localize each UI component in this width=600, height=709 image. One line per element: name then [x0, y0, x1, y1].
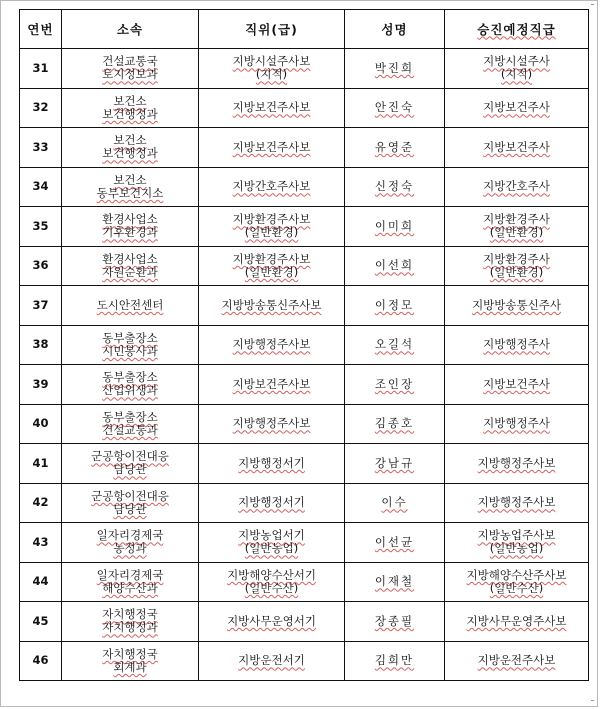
cell-promotion-line: 지방방송통신주사: [472, 297, 561, 312]
cell-promotion-line: 지방시설주사: [483, 54, 550, 69]
cell-promotion: [445, 404, 589, 444]
cell-dept-line: 환경사업소: [102, 212, 158, 227]
cell-name: 김종호: [345, 404, 445, 444]
cell-position-line: 지방행정주사보: [232, 337, 311, 352]
cell-promotion-line: 지방농업주사보: [477, 528, 556, 543]
cell-name: 이선균: [345, 523, 445, 563]
cell-dept: [62, 523, 199, 563]
table-row: [20, 444, 589, 484]
cell-position: [199, 207, 345, 247]
cell-position-line: 지방보건주사보: [232, 376, 311, 391]
cell-position-line: 지방시설주사보: [232, 54, 311, 69]
cell-position-line: 지방농업서기: [238, 528, 305, 543]
cell-dept-line: 도시안전센터: [96, 297, 164, 312]
cell-dept-line: 군공항이전대응: [91, 488, 169, 503]
cell-dept-line: 보건소: [113, 93, 147, 108]
cell-dept-line: 토지정보과: [102, 67, 158, 82]
cell-dept: [62, 167, 199, 207]
cell-dept-line: 농정과: [113, 541, 147, 556]
header-position: 직위(급): [199, 10, 345, 49]
table-row: [20, 167, 589, 207]
cell-promotion-line: 지방행정주사: [483, 337, 550, 352]
cell-no: 45: [20, 602, 62, 642]
cell-position-line: 지방행정주사보: [232, 416, 311, 431]
table-row: [20, 602, 589, 642]
cell-dept-line: 동부보건지소: [96, 185, 164, 200]
cell-dept: [62, 325, 199, 365]
cell-dept-line: 보건행정과: [102, 146, 158, 161]
table-row: [20, 128, 589, 168]
cell-promotion: [445, 246, 589, 286]
cell-position: [199, 562, 345, 602]
cell-name: 조인장: [345, 365, 445, 405]
cell-position: [199, 641, 345, 681]
cell-position: [199, 365, 345, 405]
cell-dept: [62, 286, 199, 326]
cell-promotion-line: (일반환경): [489, 225, 544, 240]
table-row: [20, 562, 589, 602]
cell-promotion: [445, 562, 589, 602]
cell-dept-line: 보건소: [113, 172, 147, 187]
cell-promotion-line: 지방행정주사보: [477, 495, 556, 510]
cell-promotion-line: 지방환경주사: [483, 212, 550, 227]
cell-dept-line: 자치행정국: [102, 646, 158, 661]
cell-position: [199, 325, 345, 365]
cell-name: 이미희: [345, 207, 445, 247]
cell-promotion: [445, 365, 589, 405]
cell-dept-line: 군공항이전대응: [91, 449, 169, 464]
cell-name: 김희만: [345, 641, 445, 681]
margin-mark: [591, 700, 594, 701]
cell-dept-line: 일자리경제국: [96, 567, 164, 582]
cell-name: 안진숙: [345, 88, 445, 128]
cell-promotion: [445, 88, 589, 128]
cell-dept-line: 보건행정과: [102, 106, 158, 121]
cell-promotion: [445, 325, 589, 365]
header-promotion: 승진예정직급: [445, 10, 589, 49]
table-row: [20, 641, 589, 681]
cell-position-line: 지방환경주사보: [232, 251, 311, 266]
cell-position: [199, 523, 345, 563]
cell-position: [199, 49, 345, 89]
cell-position-line: 지방보건주사보: [232, 139, 311, 154]
cell-position: [199, 483, 345, 523]
cell-dept-line: 건설교통국: [102, 54, 158, 69]
cell-promotion: [445, 523, 589, 563]
table-row: [20, 49, 589, 89]
cell-dept-line: 자치행정국: [102, 607, 158, 622]
cell-promotion-line: 지방사무운영주사보: [466, 613, 567, 628]
cell-name: 유영준: [345, 128, 445, 168]
cell-position-line: 지방운전서기: [238, 653, 305, 668]
cell-no: 33: [20, 128, 62, 168]
cell-name: 이수: [345, 483, 445, 523]
cell-dept: [62, 246, 199, 286]
cell-promotion-line: 지방환경주사: [483, 251, 550, 266]
cell-position: [199, 286, 345, 326]
cell-dept-line: 해양수산과: [102, 580, 158, 595]
table-row: [20, 286, 589, 326]
cell-position-line: 지방방송통신주사보: [221, 297, 322, 312]
table-row: [20, 325, 589, 365]
cell-promotion: [445, 641, 589, 681]
cell-name: 이선희: [345, 246, 445, 286]
cell-name: 오길석: [345, 325, 445, 365]
cell-position-line: (일반환경): [244, 264, 299, 279]
cell-dept-line: 건설교통과: [102, 422, 158, 437]
header-name: 성명: [345, 10, 445, 49]
cell-no: 40: [20, 404, 62, 444]
cell-promotion-line: (일반수산): [489, 580, 544, 595]
cell-position: [199, 602, 345, 642]
cell-promotion: [445, 444, 589, 484]
cell-position: [199, 88, 345, 128]
cell-promotion-line: 지방해양수산주사보: [466, 567, 567, 582]
cell-promotion: [445, 128, 589, 168]
cell-dept-line: 담당관: [113, 501, 147, 516]
cell-position-line: 지방환경주사보: [232, 212, 311, 227]
cell-dept: [62, 602, 199, 642]
header-dept: 소속: [62, 10, 199, 49]
cell-promotion: [445, 207, 589, 247]
cell-no: 34: [20, 167, 62, 207]
cell-no: 38: [20, 325, 62, 365]
cell-dept: [62, 641, 199, 681]
cell-no: 43: [20, 523, 62, 563]
table-body: [20, 49, 589, 681]
header-row: [20, 10, 589, 49]
cell-no: 46: [20, 641, 62, 681]
cell-dept: [62, 483, 199, 523]
cell-no: 41: [20, 444, 62, 484]
cell-position-line: 지방보건주사보: [232, 100, 311, 115]
cell-promotion-line: 지방운전주사보: [477, 653, 556, 668]
table-row: [20, 404, 589, 444]
table-row: [20, 246, 589, 286]
cell-name: 이정모: [345, 286, 445, 326]
table-row: [20, 88, 589, 128]
cell-position-line: (일반농업): [244, 541, 299, 556]
cell-dept: [62, 404, 199, 444]
cell-no: 37: [20, 286, 62, 326]
cell-name: 장종필: [345, 602, 445, 642]
cell-no: 32: [20, 88, 62, 128]
cell-position-line: 지방행정서기: [238, 455, 305, 470]
cell-promotion: [445, 483, 589, 523]
cell-dept-line: 자원순환과: [102, 264, 158, 279]
cell-dept: [62, 88, 199, 128]
cell-promotion: [445, 49, 589, 89]
cell-promotion-line: (일반환경): [489, 264, 544, 279]
cell-dept-line: 회계과: [113, 659, 147, 674]
header-no: 연번: [20, 10, 62, 49]
cell-name: 이재철: [345, 562, 445, 602]
table-row: [20, 523, 589, 563]
cell-dept-line: 동부출장소: [102, 370, 158, 385]
table-row: [20, 483, 589, 523]
cell-no: 36: [20, 246, 62, 286]
cell-dept-line: 동부출장소: [102, 409, 158, 424]
cell-position: [199, 246, 345, 286]
cell-promotion: [445, 286, 589, 326]
cell-no: 44: [20, 562, 62, 602]
cell-dept-line: 일자리경제국: [96, 528, 164, 543]
cell-dept: [62, 49, 199, 89]
cell-name: 강남규: [345, 444, 445, 484]
cell-dept-line: 산업위생과: [102, 383, 158, 398]
cell-promotion: [445, 167, 589, 207]
cell-dept: [62, 562, 199, 602]
cell-dept-line: 동부출장소: [102, 330, 158, 345]
margin-mark: [591, 4, 594, 5]
cell-no: 35: [20, 207, 62, 247]
cell-dept: [62, 365, 199, 405]
cell-dept-line: 환경사업소: [102, 251, 158, 266]
cell-position: [199, 404, 345, 444]
cell-dept-line: 자치행정과: [102, 620, 158, 635]
cell-no: 31: [20, 49, 62, 89]
table-row: [20, 207, 589, 247]
cell-dept-line: 기후환경과: [102, 225, 158, 240]
cell-dept-line: 보건소: [113, 133, 147, 148]
cell-promotion-line: 지방보건주사: [483, 100, 550, 115]
cell-promotion: [445, 602, 589, 642]
cell-dept: [62, 207, 199, 247]
cell-position-line: (지적): [255, 67, 288, 82]
cell-position: [199, 444, 345, 484]
cell-dept-line: 담당관: [113, 462, 147, 477]
cell-promotion-line: (지적): [500, 67, 533, 82]
cell-position-line: (일반환경): [244, 225, 299, 240]
cell-dept: [62, 444, 199, 484]
cell-position-line: 지방해양수산서기: [227, 567, 316, 582]
cell-position-line: 지방행정서기: [238, 495, 305, 510]
cell-no: 42: [20, 483, 62, 523]
cell-promotion-line: 지방간호주사: [483, 179, 550, 194]
cell-dept: [62, 128, 199, 168]
cell-position: [199, 128, 345, 168]
cell-promotion-line: (일반농업): [489, 541, 544, 556]
cell-no: 39: [20, 365, 62, 405]
cell-promotion-line: 지방행정주사보: [477, 455, 556, 470]
cell-position-line: 지방사무운영서기: [227, 613, 316, 628]
cell-name: 박진희: [345, 49, 445, 89]
cell-position-line: (일반수산): [244, 580, 299, 595]
cell-name: 신정숙: [345, 167, 445, 207]
promotion-roster-table: [19, 9, 589, 681]
cell-promotion-line: 지방보건주사: [483, 376, 550, 391]
cell-promotion-line: 지방행정주사: [483, 416, 550, 431]
cell-promotion-line: 지방보건주사: [483, 139, 550, 154]
table-row: [20, 365, 589, 405]
cell-position: [199, 167, 345, 207]
cell-position-line: 지방간호주사보: [232, 179, 311, 194]
cell-dept-line: 시민봉사과: [102, 343, 158, 358]
